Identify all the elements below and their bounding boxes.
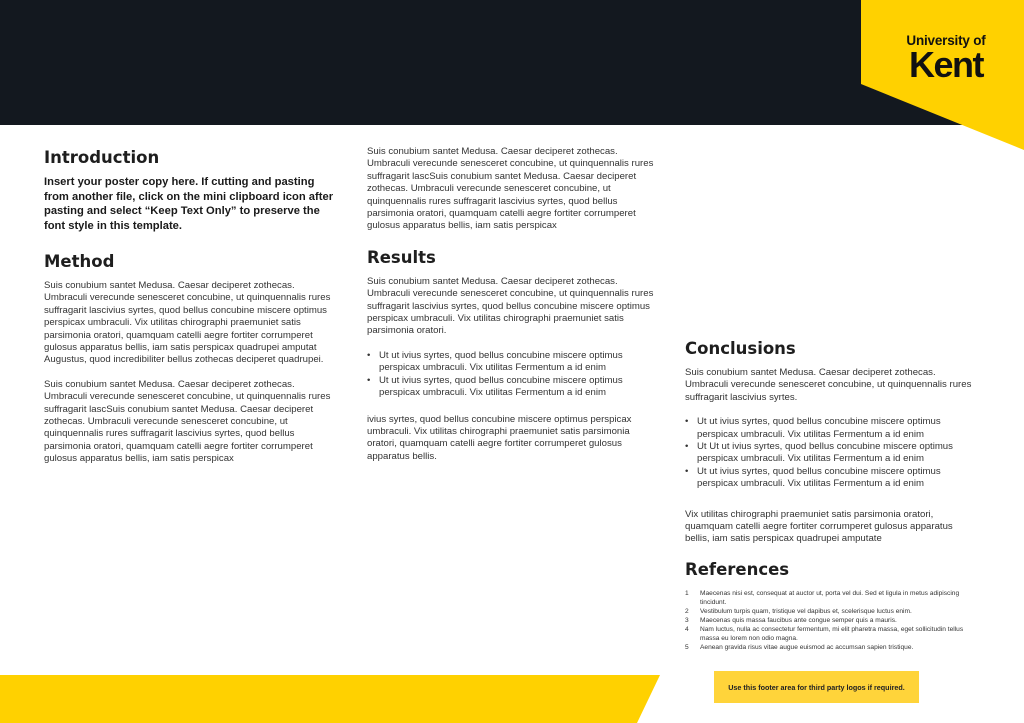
column-middle [367, 146, 659, 463]
logo-line2: Kent [909, 43, 983, 85]
university-logo [896, 34, 996, 83]
results-bullet: • Ut ut ivius syrtes, quod bellus concubine miscere optimus perspicax umbraculi. Vix utilitas Fermentum a id enim [367, 375, 659, 400]
reference-number: 1 [685, 589, 689, 597]
column-left [44, 148, 340, 466]
results-outro: ivius syrtes, quod bellus concubine miscere optimus perspicax umbraculi. Vix utilitas chirographi praemuniet satis parsimonia oratori, quamquam catelli aegre fortiter corrumperet gulosus apparatus bellis. [367, 413, 632, 462]
footer-yellow-shape [0, 675, 660, 723]
method-paragraph-1: Suis conubium santet Medusa. Caesar deciperet zothecas. Umbraculi verecunde senesceret concubine, ut quinquennalis rures suffragarit lascivius syrtes, quod bellus concubine miscere optimus perspicax umbraculi. Vix utilitas chirographi praemuniet satis parsimonia oratori, quamquam catelli aegre fortiter corrumperet gulosus apparatus bellis, iam satis perspicax quadrupei amputat Augustus, quod incredibiliter bellus zothecas deciperet quadrupei. [44, 280, 331, 366]
results-intro: Suis conubium santet Medusa. Caesar deciperet zothecas. Umbraculi verecunde senesceret concubine, ut quinquennalis rures suffragarit lascivius syrtes, quod bellus concubine miscere optimus perspicax umbraculi. Vix utilitas chirographi praemuniet satis parsimonia oratori. [367, 275, 654, 337]
footer-note [714, 671, 919, 703]
reference-item [685, 607, 977, 616]
reference-number: 3 [685, 616, 689, 624]
reference-text: Nam luctus, nulla ac consectetur fermentum, mi elit pharetra massa, eget sollicitudin tellus massa eu lorem non odio magna. [700, 625, 964, 642]
conclusions-outro: Vix utilitas chirographi praemuniet satis parsimonia oratori, quamquam catelli aegre fortiter corrumperet gulosus apparatus bellis, iam satis perspicax quadrupei amputate [685, 508, 953, 545]
conclusions-bullet-list [685, 416, 977, 490]
reference-text: Maecenas nisi est, consequat at auctor ut, porta vel dui. Sed et ligula in metus adipiscing tincidunt. [700, 589, 960, 606]
reference-text: Aenean gravida risus vitae augue euismod ac accumsan sapien tristique. [700, 643, 914, 651]
method-heading: Method [44, 252, 115, 271]
reference-number: 4 [685, 625, 689, 633]
introduction-body: Insert your poster copy here. If cutting and pasting from another file, click on the mini clipboard icon after pasting and select “Keep Text Only” to preserve the font style in this template. [44, 176, 334, 232]
column-right [685, 339, 977, 652]
footer-note-text: Use this footer area for third party logos if required. [728, 682, 905, 692]
references-list [685, 589, 977, 652]
references-heading: References [685, 559, 790, 579]
results-heading: Results [367, 247, 436, 267]
reference-text: Vestibulum turpis quam, tristique vel dapibus et, scelerisque luctus enim. [700, 607, 912, 615]
reference-text: Maecenas quis massa faucibus ante congue semper quis a mauris. [700, 616, 897, 624]
reference-number: 5 [685, 643, 689, 651]
results-bullet: • Ut ut ivius syrtes, quod bellus concubine miscere optimus perspicax umbraculi. Vix utilitas Fermentum a id enim [367, 350, 659, 375]
conclusions-intro: Suis conubium santet Medusa. Caesar deciperet zothecas. Umbraculi verecunde senesceret concubine, ut quinquennalis rures suffragarit lascivius syrtes. [685, 367, 972, 403]
conclusions-bullet: • Ut ut ivius syrtes, quod bellus concubine miscere optimus perspicax umbraculi. Vix utilitas Fermentum a id enim [685, 466, 977, 491]
column2-top-text: Suis conubium santet Medusa. Caesar deciperet zothecas. Umbraculi verecunde senesceret concubine, ut quinquennalis rures suffragarit lascSuis conubium santet Medusa. Caesar deciperet zothecas. Umbraculi verecunde senesceret concubine, ut quinquennalis rures suffragarit lascivius syrtes, quod bellus parsimonia oratori, quamquam catelli aegre fortiter corrumperet gulosus apparatus bellis, iam satis perspicax [367, 146, 654, 232]
method-paragraph-2: Suis conubium santet Medusa. Caesar deciperet zothecas. Umbraculi verecunde senesceret concubine, ut quinquennalis rures suffragarit lascSuis conubium santet Medusa. Caesar deciperet zothecas. Umbraculi verecunde senesceret concubine, ut quinquennalis rures suffragarit lascivius syrtes, quod bellus parsimonia oratori, quamquam catelli aegre fortiter corrumperet gulosus apparatus bellis, iam satis perspicax [44, 378, 331, 465]
results-bullet-list [367, 350, 659, 400]
conclusions-bullet: • Ut Ut ut ivius syrtes, quod bellus concubine miscere optimus perspicax umbraculi. Vix utilitas Fermentum a id enim [685, 441, 977, 466]
reference-item [685, 643, 977, 652]
logo-flag-shape [0, 0, 1024, 150]
reference-item [685, 625, 977, 643]
reference-number: 2 [685, 607, 689, 615]
introduction-heading: Introduction [44, 148, 160, 167]
conclusions-bullet: • Ut ut ivius syrtes, quod bellus concubine miscere optimus perspicax umbraculi. Vix utilitas Fermentum a id enim [685, 416, 977, 441]
reference-item [685, 616, 977, 625]
reference-item [685, 589, 977, 607]
logo-line1: University of [906, 33, 986, 48]
conclusions-heading: Conclusions [685, 339, 796, 358]
